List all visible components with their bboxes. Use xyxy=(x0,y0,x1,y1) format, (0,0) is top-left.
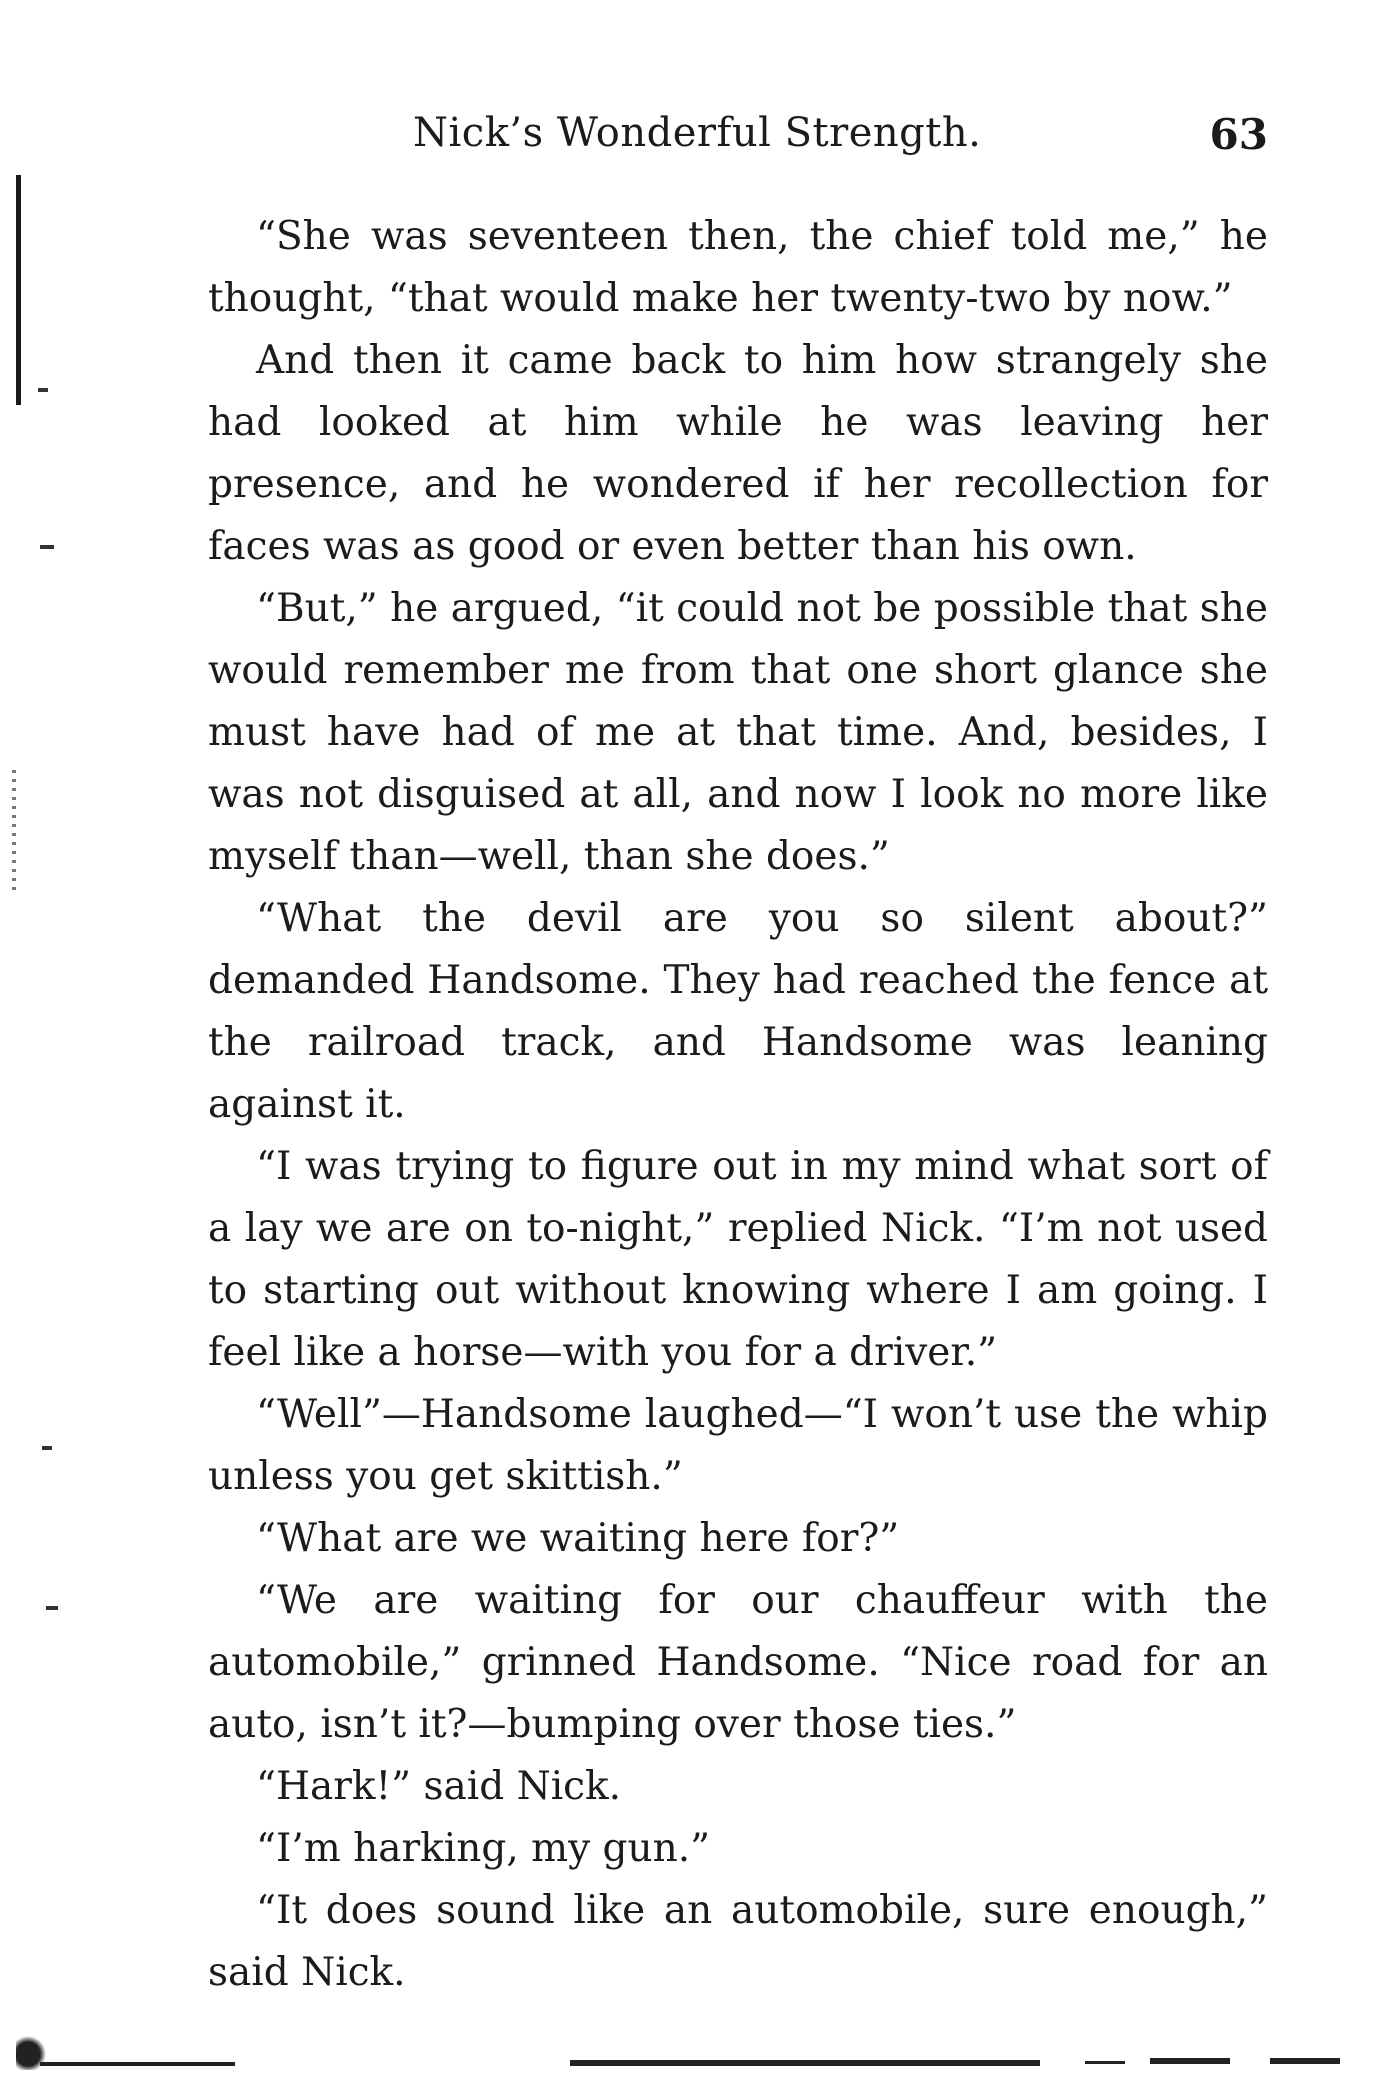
bottom-rule xyxy=(40,2062,235,2066)
paragraph: “We are waiting for our chauffeur with the automobile,” grinned Handsome. “Nice road for an auto, isn’t it?—bumping over those ties.” xyxy=(208,1578,1268,1747)
paragraph: And then it came back to him how strangely she had looked at him while he was leaving her presence, and he wondered if her recollection for faces was as good or even better than his own. xyxy=(208,338,1268,569)
paragraph: “What are we waiting here for?” xyxy=(256,1516,900,1561)
body-text xyxy=(208,206,1268,2004)
scan-margin-bar xyxy=(16,175,21,405)
bottom-rule xyxy=(1085,2061,1125,2064)
paragraph: “What the devil are you so silent about?” demanded Handsome. They had reached the fence at the railroad track, and Handsome was leaning against it. xyxy=(208,896,1268,1127)
paragraph: “It does sound like an automobile, sure enough,” said Nick. xyxy=(208,1888,1268,1995)
running-header xyxy=(208,110,1268,170)
scan-mark xyxy=(42,1446,52,1450)
scan-mark xyxy=(46,1606,58,1610)
paragraph: “I was trying to figure out in my mind what sort of a lay we are on to-night,” replied Nick. “I’m not used to starting out without knowing where I am going. I feel like a horse—with you for a driver.” xyxy=(208,1144,1268,1375)
running-title: Nick’s Wonderful Strength. xyxy=(413,110,982,156)
scan-mark xyxy=(40,545,54,549)
bottom-rule xyxy=(570,2060,1040,2066)
paragraph: “But,” he argued, “it could not be possible that she would remember me from that one short glance she must have had of me at that time. And, besides, I was not disguised at all, and now I look no more like myself than—well, than she does.” xyxy=(208,586,1268,879)
scan-mark xyxy=(38,388,48,392)
bottom-rule xyxy=(1150,2058,1230,2064)
page-number: 63 xyxy=(1209,110,1268,159)
paragraph: “Hark!” said Nick. xyxy=(256,1764,622,1809)
bottom-rule xyxy=(1270,2058,1340,2064)
paragraph: “Well”—Handsome laughed—“I won’t use the whip unless you get skittish.” xyxy=(208,1392,1268,1499)
paragraph: “I’m harking, my gun.” xyxy=(256,1826,711,1871)
paragraph: “She was seventeen then, the chief told me,” he thought, “that would make her twenty-two by now.” xyxy=(208,214,1268,321)
scan-dots xyxy=(12,770,16,890)
